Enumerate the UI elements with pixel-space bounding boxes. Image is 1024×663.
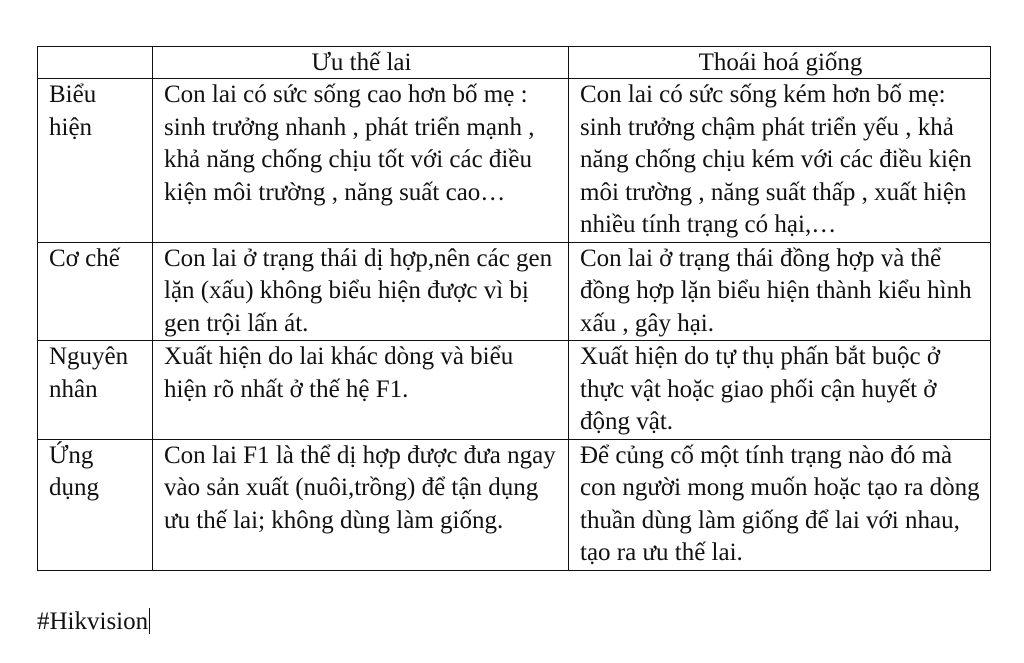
- row-label: Cơ chế: [49, 244, 120, 272]
- table-header-row: [38, 47, 991, 79]
- heterosis-cell: [153, 242, 569, 341]
- header-cell-degeneration: Thoái hoá giống: [569, 47, 991, 79]
- table-row: [38, 341, 991, 440]
- degeneration-cell: [569, 242, 991, 341]
- heterosis-cell: [153, 79, 569, 243]
- table-row: [38, 242, 991, 341]
- heterosis-cell: [153, 439, 569, 570]
- degeneration-cell: [569, 439, 991, 570]
- hashtag-text: #Hikvision: [37, 608, 149, 635]
- heterosis-text: Con lai F1 là thể dị hợp được đưa ngay vào sản xuất (nuôi,trồng) để tận dụng ưu thế lai; không dùng làm giống.: [164, 441, 556, 534]
- heterosis-text: Xuất hiện do lai khác dòng và biểu hiện rõ nhất ở thế hệ F1.: [164, 343, 514, 403]
- heterosis-text: Con lai có sức sống cao hơn bố mẹ : sinh trưởng nhanh , phát triển mạnh , khả năng chống chịu tốt với các điều kiện môi trường , năng suất cao…: [164, 81, 535, 206]
- heterosis-text: Con lai ở trạng thái dị hợp,nên các gen lặn (xấu) không biểu hiện được vì bị gen trội lấn át.: [164, 244, 553, 337]
- heterosis-cell: [153, 341, 569, 440]
- degeneration-text: Con lai có sức sống kém hơn bố mẹ: sinh trưởng chậm phát triển yếu , khả năng chống chịu kém với các điều kiện môi trường , năng suất thấp , xuất hiện nhiều tính trạng có hại,…: [580, 81, 972, 238]
- degeneration-text: Xuất hiện do tự thụ phấn bắt buộc ở thực vật hoặc giao phối cận huyết ở động vật.: [580, 343, 941, 435]
- text-cursor: [149, 608, 150, 634]
- hashtag-line[interactable]: [37, 606, 150, 638]
- row-label: Biểu hiện: [49, 81, 97, 141]
- degeneration-cell: [569, 79, 991, 243]
- table-row: [38, 439, 991, 570]
- row-label: Nguyên nhân: [49, 343, 129, 403]
- comparison-table: [37, 46, 991, 571]
- row-label-cell: [38, 439, 153, 570]
- degeneration-text: Để củng cố một tính trạng nào đó mà con người mong muốn hoặc tạo ra dòng thuần dùng làm giống để lai với nhau, tạo ra ưu thế lai.: [580, 441, 980, 566]
- row-label: Ứng dụng: [49, 441, 99, 501]
- table-row: [38, 79, 991, 243]
- degeneration-cell: [569, 341, 991, 440]
- row-label-cell: [38, 242, 153, 341]
- row-label-cell: [38, 79, 153, 243]
- header-cell-heterosis: Ưu thế lai: [153, 47, 569, 79]
- degeneration-text: Con lai ở trạng thái đồng hợp và thể đồng hợp lặn biểu hiện thành kiểu hình xấu , gây hại.: [580, 244, 972, 337]
- header-cell-empty: [38, 47, 153, 79]
- row-label-cell: [38, 341, 153, 440]
